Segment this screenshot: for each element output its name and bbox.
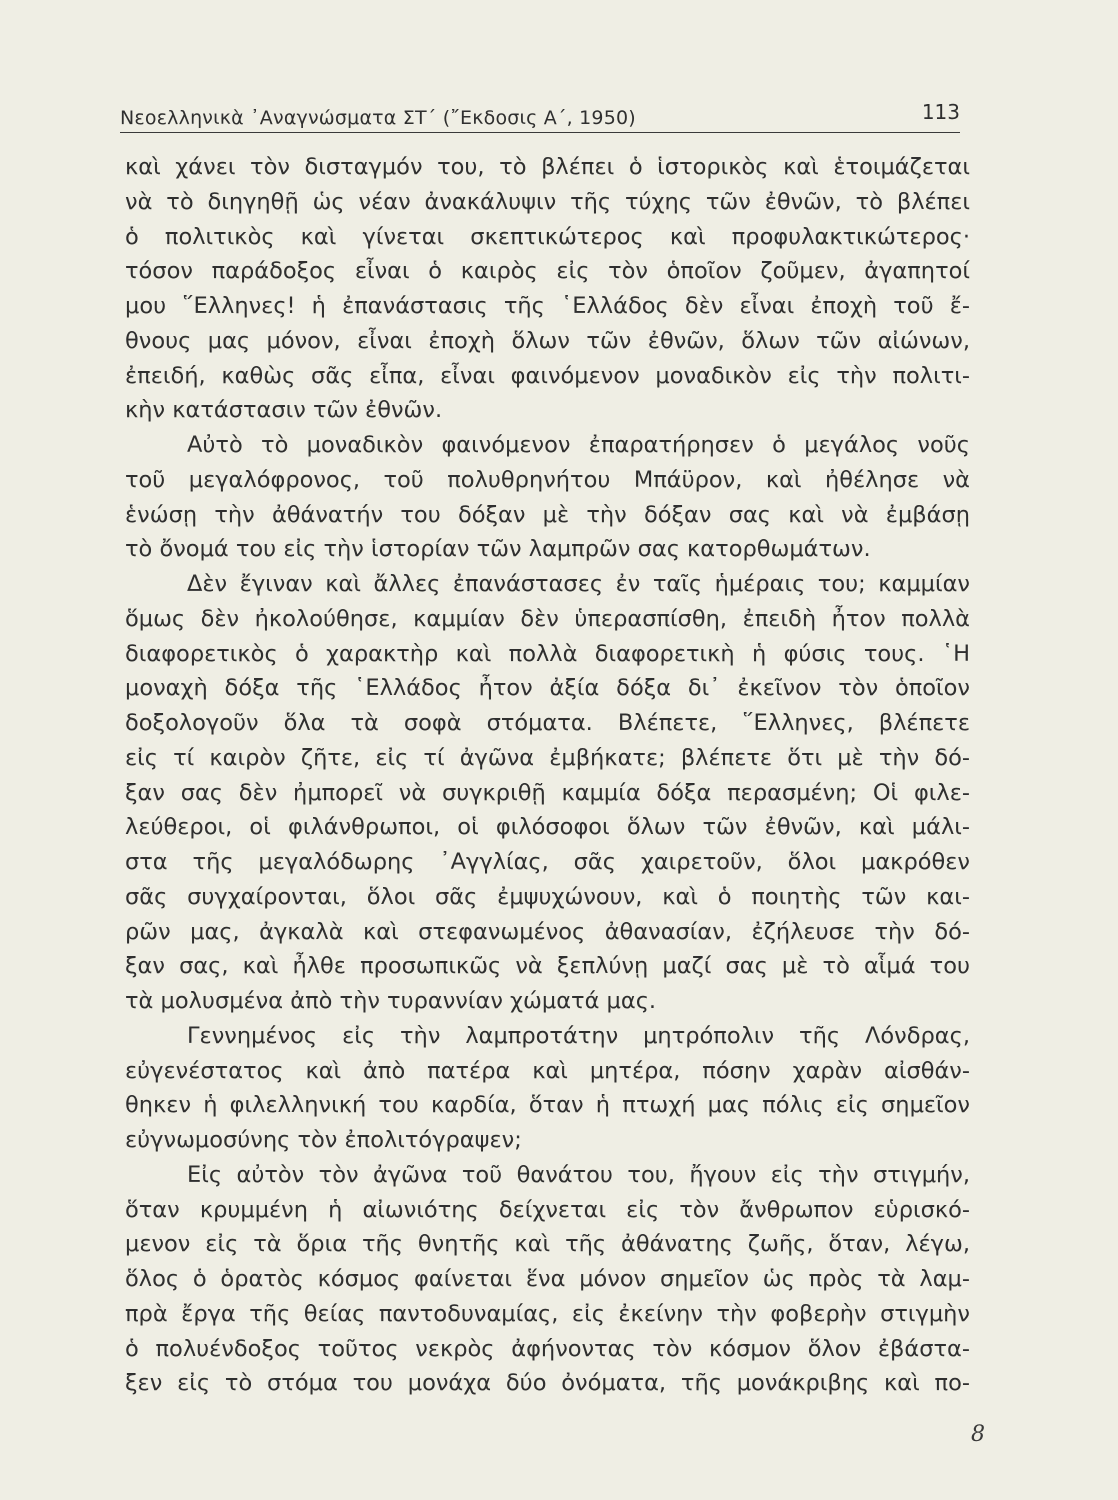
text-line: σᾶς συγχαίρονται, ὅλοι σᾶς ἐμψυχώνουν, καὶ ὁ ποιητὴς τῶν και-: [125, 883, 970, 910]
text-line: νὰ τὸ διηγηθῇ ὡς νέαν ἀνακάλυψιν τῆς τύχης τῶν ἐθνῶν, τὸ βλέπει: [125, 188, 970, 215]
text-line: ἐπειδή, καθὼς σᾶς εἶπα, εἶναι φαινόμενον μοναδικὸν εἰς τὴν πολιτι-: [125, 362, 970, 389]
text-line: ὅλος ὁ ὁρατὸς κόσμος φαίνεται ἕνα μόνον σημεῖον ὡς πρὸς τὰ λαμ-: [125, 1266, 970, 1292]
text-line: καὶ χάνει τὸν δισταγμόν του, τὸ βλέπει ὁ ἱστορικὸς καὶ ἑτοιμάζεται: [125, 154, 970, 180]
text-line: εὐγνωμοσύνης τὸν ἐπολιτόγραψεν;: [125, 1127, 522, 1153]
text-line: ξαν σας, καὶ ἦλθε προσωπικῶς νὰ ξεπλύνῃ μαζί σας μὲ τὸ αἷμά του: [125, 953, 970, 980]
text-line: εἰς τί καιρὸν ζῆτε, εἰς τί ἀγῶνα ἐμβήκατε; βλέπετε ὅτι μὲ τὴν δό-: [125, 744, 970, 771]
text-line: ξεν εἰς τὸ στόμα του μονάχα δύο ὀνόματα, τῆς μονάκριβης καὶ πο-: [125, 1370, 970, 1397]
running-title: Νεοελληνικὰ ᾿Αναγνώσματα ΣΤ΄ (῎Εκδοσις Α΄, 1950): [120, 107, 636, 129]
text-line: διαφορετικὸς ὁ χαρακτὴρ καὶ πολλὰ διαφορετικὴ ἡ φύσις τους. ῾Η: [125, 640, 970, 667]
text-line: ἑνώσῃ τὴν ἀθάνατήν του δόξαν μὲ τὴν δόξαν σας καὶ νὰ ἐμβάσῃ: [125, 501, 970, 528]
page-number: 113: [921, 100, 960, 124]
text-line: μοναχὴ δόξα τῆς ῾Ελλάδος ἦτον ἀξία δόξα δι᾿ ἐκεῖνον τὸν ὁποῖον: [125, 675, 970, 702]
text-line: ὁ πολιτικὸς καὶ γίνεται σκεπτικώτερος καὶ προφυλακτικώτερος·: [125, 223, 970, 250]
page-header: [120, 100, 960, 133]
text-line: ρῶν μας, ἀγκαλὰ καὶ στεφανωμένος ἀθανασίαν, ἐζήλευσε τὴν δό-: [125, 918, 970, 945]
text-line: Εἰς αὐτὸν τὸν ἀγῶνα τοῦ θανάτου του, ἤγουν εἰς τὴν στιγμήν,: [187, 1161, 970, 1188]
text-line: Δὲν ἔγιναν καὶ ἄλλες ἐπανάστασες ἐν ταῖς ἡμέραις του; καμμίαν: [187, 571, 970, 597]
text-line: πρὰ ἔργα τῆς θείας παντοδυναμίας, εἰς ἐκείνην τὴν φοβερὴν στιγμὴν: [125, 1300, 970, 1327]
text-line: δοξολογοῦν ὅλα τὰ σοφὰ στόματα. Βλέπετε, ῞Ελληνες, βλέπετε: [125, 710, 970, 736]
text-line: στα τῆς μεγαλόδωρης ᾿Αγγλίας, σᾶς χαιρετοῦν, ὅλοι μακρόθεν: [125, 849, 970, 875]
text-line: τόσον παράδοξος εἶναι ὁ καιρὸς εἰς τὸν ὁποῖον ζοῦμεν, ἀγαπητοί: [125, 258, 970, 285]
text-line: τὰ μολυσμένα ἀπὸ τὴν τυραννίαν χώματά μας.: [125, 988, 657, 1014]
text-line: ὅμως δὲν ἠκολούθησε, καμμίαν δὲν ὑπερασπίσθη, ἐπειδὴ ἦτον πολλὰ: [125, 605, 970, 632]
text-line: λεύθεροι, οἱ φιλάνθρωποι, οἱ φιλόσοφοι ὅλων τῶν ἐθνῶν, καὶ μάλι-: [125, 814, 970, 841]
text-line: ξαν σας δὲν ἠμπορεῖ νὰ συγκριθῇ καμμία δόξα περασμένη; Οἱ φιλε-: [125, 779, 970, 806]
text-line: τὸ ὄνομά του εἰς τὴν ἱστορίαν τῶν λαμπρῶν σας κατορθωμάτων.: [125, 536, 871, 563]
text-line: Αὐτὸ τὸ μοναδικὸν φαινόμενον ἐπαρατήρησεν ὁ μεγάλος νοῦς: [187, 432, 970, 458]
text-line: κὴν κατάστασιν τῶν ἐθνῶν.: [125, 397, 443, 424]
text-line: ὅταν κρυμμένη ἡ αἰωνιότης δείχνεται εἰς τὸν ἄνθρωπον εὑρισκό-: [125, 1196, 970, 1223]
text-line: μου ῞Ελληνες! ἡ ἐπανάστασις τῆς ῾Ελλάδος δὲν εἶναι ἐποχὴ τοῦ ἔ-: [125, 293, 970, 319]
text-line: θηκεν ἡ φιλελληνική του καρδία, ὅταν ἡ πτωχή μας πόλις εἰς σημεῖον: [125, 1092, 970, 1119]
signature-mark: 8: [971, 1422, 985, 1447]
text-line: τοῦ μεγαλόφρονος, τοῦ πολυθρηνήτου Μπάϋρον, καὶ ἠθέλησε νὰ: [125, 466, 970, 493]
text-line: θνους μας μόνον, εἶναι ἐποχὴ ὅλων τῶν ἐθνῶν, ὅλων τῶν αἰώνων,: [125, 327, 970, 354]
text-line: μενον εἰς τὰ ὅρια τῆς θνητῆς καὶ τῆς ἀθάνατης ζωῆς, ὅταν, λέγω,: [125, 1231, 970, 1258]
body-text: [125, 150, 970, 1401]
text-line: εὐγενέστατος καὶ ἀπὸ πατέρα καὶ μητέρα, πόσην χαρὰν αἰσθάν-: [125, 1057, 970, 1084]
text-line: ὁ πολυένδοξος τοῦτος νεκρὸς ἀφήνοντας τὸν κόσμον ὅλον ἐβάστα-: [125, 1335, 970, 1362]
text-line: Γεννημένος εἰς τὴν λαμπροτάτην μητρόπολιν τῆς Λόνδρας,: [187, 1022, 970, 1049]
